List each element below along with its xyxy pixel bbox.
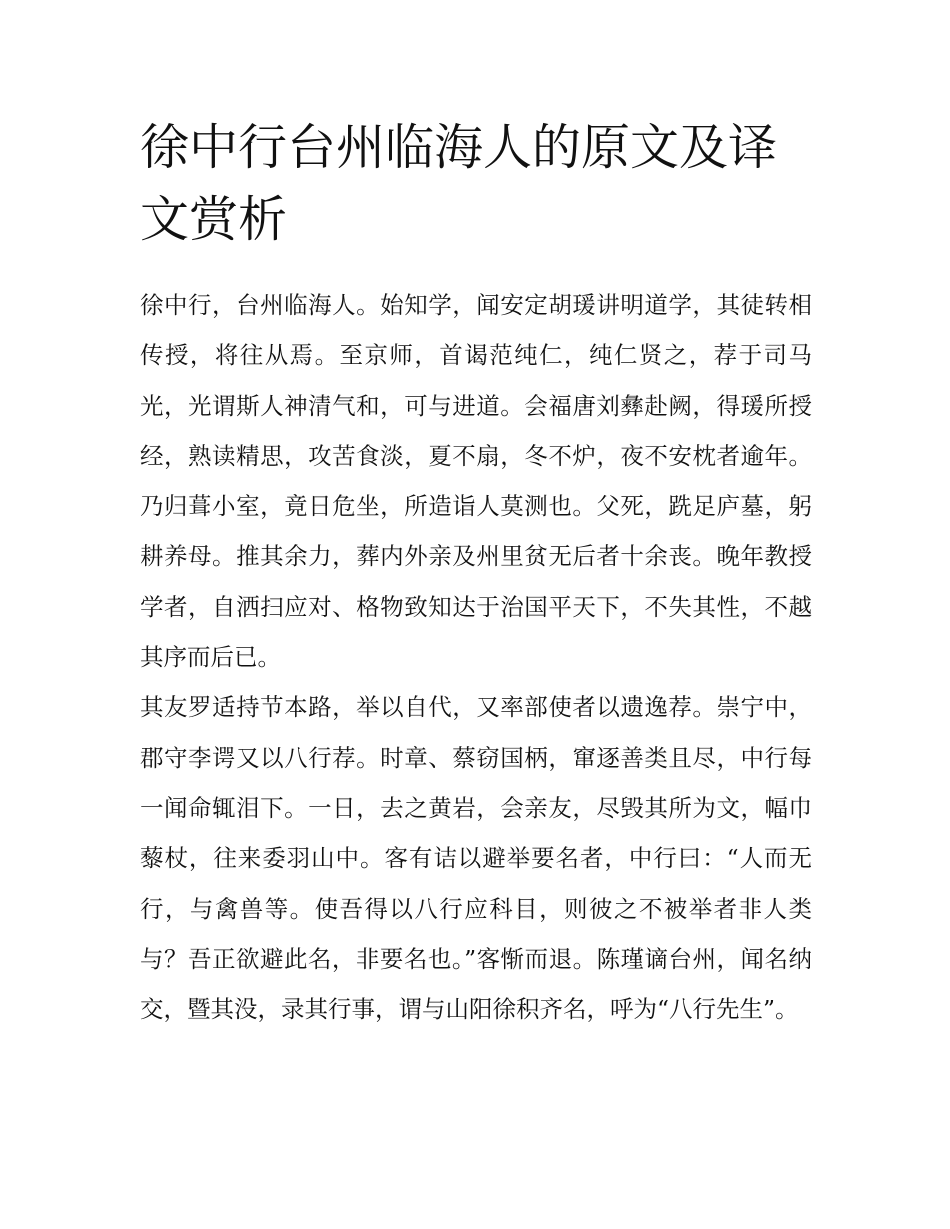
document-title: 徐中行台州临海人的原文及译文赏析 [140,119,778,248]
paragraph: 徐中行，台州临海人。始知学，闻安定胡瑗讲明道学，其徒转相传授，将往从焉。至京师，首谒范纯仁，纯仁贤之，荐于司马光，光谓斯人神清气和，可与进道。会福唐刘彝赴阙，得瑗所授经，熟读精思，攻苦食淡，夏不扇，冬不炉，夜不安枕者逾年。乃归葺小室，竟日危坐，所造诣人莫测也。父死，跣足庐墓，躬耕养母。推其余力，葬内外亲及州里贫无后者十余丧。晚年教授学者，自洒扫应对、格物致知达于治国平天下，不失其性，不越其序而后已。 [140,291,812,672]
document-body [140,280,812,1034]
document-content [140,112,812,1034]
paragraph: 其友罗适持节本路，举以自代，又率部使者以遗逸荐。崇宁中，郡守李谔又以八行荐。时章、蔡窃国柄，窜逐善类且尽，中行每一闻命辄泪下。一日，去之黄岩，会亲友，尽毁其所为文，幅巾藜杖，往来委羽山中。客有诘以避举要名者，中行曰：“人而无行，与禽兽等。使吾得以八行应科目，则彼之不被举者非人类与？吾正欲避此名，非要名也。”客惭而退。陈瑾谪台州，闻名纳交，暨其没，录其行事，谓与山阳徐积齐名，呼为“八行先生”。 [140,693,812,1024]
